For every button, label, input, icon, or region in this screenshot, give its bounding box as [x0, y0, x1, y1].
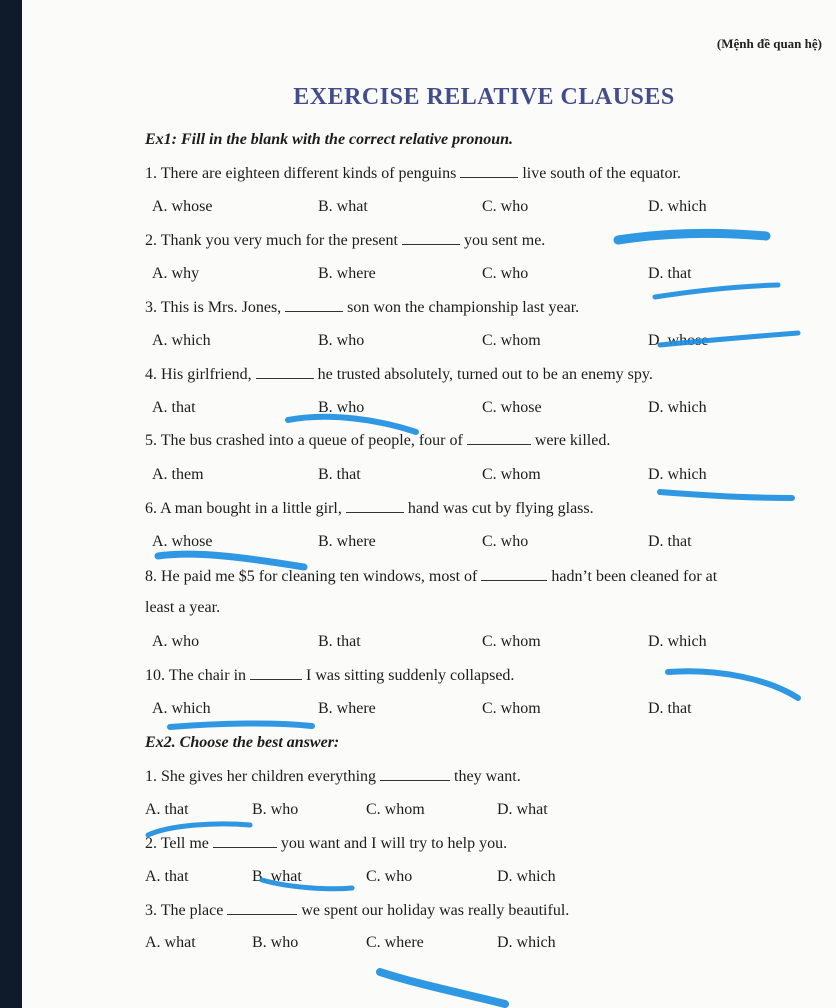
- option-a[interactable]: A. which: [152, 700, 211, 717]
- option-b[interactable]: B. who: [318, 332, 365, 349]
- ex2-q2: 2. Tell me you want and I will try to help you.: [145, 835, 508, 852]
- option-d[interactable]: D. whose: [648, 332, 709, 349]
- answer-blank[interactable]: [467, 430, 531, 445]
- ex1-q4-options: [22, 398, 836, 418]
- answer-blank[interactable]: [213, 833, 277, 848]
- option-b[interactable]: B. that: [318, 633, 361, 650]
- ex1-q2-options: [22, 264, 836, 284]
- answer-blank[interactable]: [285, 297, 343, 312]
- option-c[interactable]: C. who: [366, 868, 413, 885]
- ex1-q4: 4. His girlfriend, he trusted absolutely, turned out to be an enemy spy.: [145, 366, 653, 383]
- answer-blank[interactable]: [481, 566, 547, 581]
- option-d[interactable]: D. which: [648, 399, 707, 416]
- option-c[interactable]: C. who: [482, 265, 529, 282]
- ex1-q10: 10. The chair in I was sitting suddenly collapsed.: [145, 667, 515, 684]
- ex1-q5-options: [22, 465, 836, 485]
- option-d[interactable]: D. which: [648, 466, 707, 483]
- option-c[interactable]: C. whom: [482, 633, 541, 650]
- answer-blank[interactable]: [460, 163, 518, 178]
- ex2-heading: Ex2. Choose the best answer:: [145, 734, 340, 751]
- option-c[interactable]: C. who: [482, 198, 529, 215]
- ex2-q1-options: [22, 800, 836, 820]
- ex1-q5: 5. The bus crashed into a queue of people, four of were killed.: [145, 432, 611, 449]
- option-d[interactable]: D. that: [648, 265, 692, 282]
- option-a[interactable]: A. them: [152, 466, 204, 483]
- option-b[interactable]: B. who: [318, 399, 365, 416]
- option-b[interactable]: B. who: [252, 934, 299, 951]
- ex1-q8-options: [22, 632, 836, 652]
- ex1-q8: 8. He paid me $5 for cleaning ten windows, most of hadn’t been cleaned for at: [145, 568, 718, 585]
- option-c[interactable]: C. whom: [366, 801, 425, 818]
- worksheet-page: [22, 0, 836, 1008]
- ex1-q6: 6. A man bought in a little girl, hand was cut by flying glass.: [145, 500, 594, 517]
- option-d[interactable]: D. what: [497, 801, 548, 818]
- ex2-q1: 1. She gives her children everything they want.: [145, 768, 521, 785]
- option-c[interactable]: C. where: [366, 934, 424, 951]
- option-b[interactable]: B. where: [318, 533, 376, 550]
- answer-blank[interactable]: [250, 665, 302, 680]
- option-a[interactable]: A. why: [152, 265, 200, 282]
- option-b[interactable]: B. who: [252, 801, 299, 818]
- option-b[interactable]: B. where: [318, 700, 376, 717]
- answer-blank[interactable]: [346, 498, 404, 513]
- option-c[interactable]: C. whom: [482, 466, 541, 483]
- ex1-q3-options: [22, 331, 836, 351]
- option-d[interactable]: D. that: [648, 533, 692, 550]
- page-title: EXERCISE RELATIVE CLAUSES: [293, 84, 675, 110]
- option-b[interactable]: B. that: [318, 466, 361, 483]
- option-c[interactable]: C. who: [482, 533, 529, 550]
- ex1-q6-options: [22, 532, 836, 552]
- ex2-q2-options: [22, 867, 836, 887]
- ex1-q10-options: [22, 699, 836, 719]
- option-d[interactable]: D. which: [497, 868, 556, 885]
- option-a[interactable]: A. who: [152, 633, 200, 650]
- option-a[interactable]: A. that: [145, 801, 189, 818]
- option-b[interactable]: B. where: [318, 265, 376, 282]
- ex2-q3: 3. The place we spent our holiday was really beautiful.: [145, 902, 570, 919]
- ex1-q8-continuation: least a year.: [145, 599, 221, 616]
- ex1-q1: 1. There are eighteen different kinds of penguins live south of the equator.: [145, 165, 681, 182]
- answer-blank[interactable]: [380, 766, 450, 781]
- ex2-q3-options: [22, 933, 836, 953]
- option-c[interactable]: C. whose: [482, 399, 542, 416]
- option-a[interactable]: A. whose: [152, 198, 213, 215]
- answer-blank[interactable]: [227, 900, 297, 915]
- ex1-q1-options: [22, 197, 836, 217]
- answer-blank[interactable]: [256, 364, 314, 379]
- option-b[interactable]: B. what: [252, 868, 302, 885]
- option-a[interactable]: A. that: [152, 399, 196, 416]
- ex1-heading: Ex1: Fill in the blank with the correct relative pronoun.: [145, 131, 514, 148]
- answer-blank[interactable]: [402, 230, 460, 245]
- option-d[interactable]: D. which: [648, 198, 707, 215]
- option-a[interactable]: A. which: [152, 332, 211, 349]
- option-d[interactable]: D. that: [648, 700, 692, 717]
- header-note: (Mệnh đề quan hệ): [716, 36, 822, 51]
- option-c[interactable]: C. whom: [482, 700, 541, 717]
- ex1-q2: 2. Thank you very much for the present you sent me.: [145, 232, 546, 249]
- option-d[interactable]: D. which: [648, 633, 707, 650]
- option-a[interactable]: A. that: [145, 868, 189, 885]
- ex1-q3: 3. This is Mrs. Jones, son won the championship last year.: [145, 299, 580, 316]
- option-a[interactable]: A. what: [145, 934, 196, 951]
- option-c[interactable]: C. whom: [482, 332, 541, 349]
- option-b[interactable]: B. what: [318, 198, 368, 215]
- option-d[interactable]: D. which: [497, 934, 556, 951]
- option-a[interactable]: A. whose: [152, 533, 213, 550]
